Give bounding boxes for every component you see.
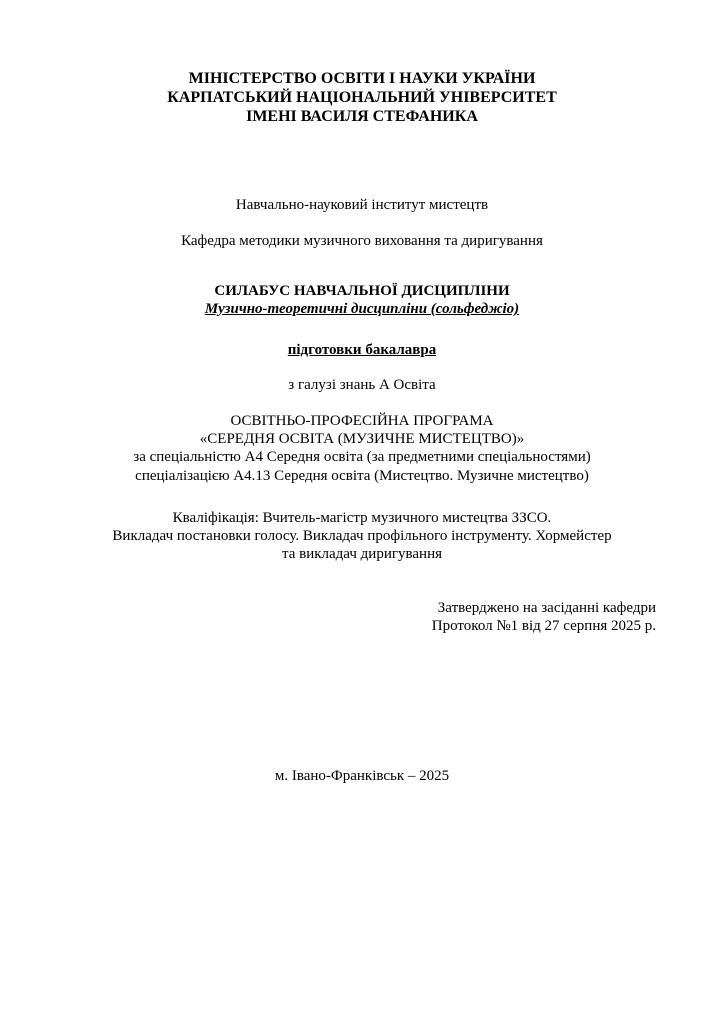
ministry-name: МІНІСТЕРСТВО ОСВІТИ І НАУКИ УКРАЇНИ (188, 70, 536, 87)
field-of-knowledge: з галузі знань А Освіта (288, 377, 436, 393)
institute-name: Навчально-науковий інститут мистецтв (235, 197, 489, 213)
study-level-wrap (0, 341, 724, 359)
discipline-name-wrap (0, 300, 724, 318)
department-name: Кафедра методики музичного виховання та диригування (181, 233, 543, 249)
university-name-cont: ІМЕНІ ВАСИЛЯ СТЕФАНИКА (246, 108, 478, 125)
university-name: КАРПАТСЬКИЙ НАЦІОНАЛЬНИЙ УНІВЕРСИТЕТ (167, 89, 557, 106)
protocol-note: Протокол №1 від 27 серпня 2025 р. (431, 618, 656, 634)
city-year: м. Івано-Франківськ – 2025 (274, 768, 450, 784)
specialization: спеціалізацією А4.13 Середня освіта (Мистецтво. Музичне мистецтво) (135, 468, 589, 484)
qualification-line-1: Кваліфікація: Вчитель-магістр музичного мистецтва ЗЗСО. (172, 510, 552, 526)
syllabus-title: СИЛАБУС НАВЧАЛЬНОЇ ДИСЦИПЛІНИ (214, 283, 510, 299)
study-level: підготовки бакалавра (287, 342, 437, 358)
ministry-header (0, 69, 724, 126)
specialty: за спеціальністю А4 Середня освіта (за предметними спеціальностями) (133, 449, 591, 465)
qualification-line-3: та викладач диригування (281, 546, 442, 562)
program-type: ОСВІТНЬО-ПРОФЕСІЙНА ПРОГРАМА (230, 413, 494, 429)
discipline-name: Музично-теоретичні дисципліни (сольфеджіо) (204, 301, 520, 317)
program-name: «СЕРЕДНЯ ОСВІТА (МУЗИЧНЕ МИСТЕЦТВО)» (199, 431, 525, 447)
qualification-line-2: Викладач постановки голосу. Викладач профільного інструменту. Хормейстер (112, 528, 612, 544)
approval-note: Затверджено на засіданні кафедри (437, 600, 656, 616)
